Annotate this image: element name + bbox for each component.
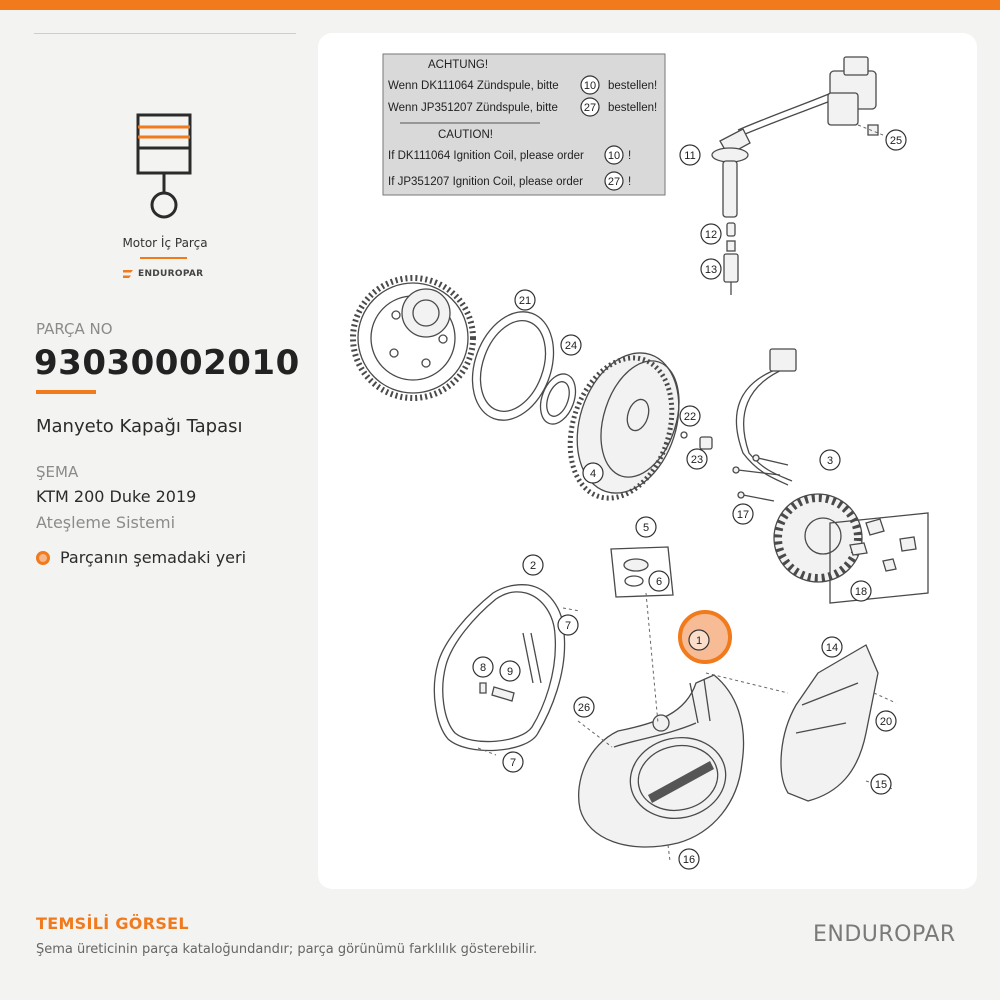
callout: [574, 697, 594, 717]
callout: [503, 752, 523, 772]
spacer-ring: [458, 300, 582, 431]
svg-text:15: 15: [874, 779, 888, 791]
svg-text:4: 4: [589, 468, 597, 480]
callout: [876, 711, 896, 731]
svg-text:6: 6: [655, 576, 663, 588]
svg-text:21: 21: [518, 295, 532, 307]
callout: [733, 504, 753, 524]
notice-de-line2-ref: 27: [583, 102, 597, 114]
starter-gear: [353, 278, 473, 398]
svg-text:9: 9: [506, 666, 514, 678]
piston-icon: [128, 110, 200, 222]
svg-text:5: 5: [642, 522, 650, 534]
diagram-card: [318, 33, 977, 889]
notice-de-line2-end: bestellen!: [608, 102, 658, 114]
top-divider: [34, 33, 296, 34]
enduropar-logo-icon: [122, 269, 134, 279]
brand-logo-small: [122, 267, 203, 281]
callout: [886, 130, 906, 150]
sprocket-cover: [781, 645, 878, 801]
notice-en-title: CAUTION!: [438, 129, 493, 141]
top-accent-bar: [0, 0, 1000, 10]
callout: [649, 571, 669, 591]
cover-gasket: [434, 585, 564, 751]
category-label: Motor İç Parça: [122, 236, 208, 250]
svg-text:17: 17: [736, 509, 750, 521]
part-number-label: PARÇA NO: [36, 320, 113, 338]
notice-en-line1-ref: 10: [607, 150, 621, 162]
brand-small-text: ENDUROPAR: [138, 269, 204, 279]
svg-text:8: 8: [479, 662, 487, 674]
svg-text:22: 22: [683, 411, 697, 423]
callout: [561, 335, 581, 355]
callout: [687, 449, 707, 469]
notice-en-line2-ref: 27: [607, 176, 621, 188]
callout: [822, 637, 842, 657]
category-underline: [140, 257, 187, 259]
schema-model: KTM 200 Duke 2019: [36, 487, 197, 506]
notice-en-line1-end: !: [628, 150, 632, 162]
callout: [820, 450, 840, 470]
callout: [701, 224, 721, 244]
callout: [701, 259, 721, 279]
svg-text:23: 23: [690, 454, 704, 466]
svg-text:11: 11: [684, 150, 696, 162]
callout: [689, 630, 709, 650]
legend: [36, 548, 246, 567]
part-number: 93030002010: [34, 343, 300, 383]
schema-label: ŞEMA: [36, 463, 79, 481]
exploded-parts-diagram: [318, 33, 977, 889]
part-name: Manyeto Kapağı Tapası: [36, 416, 243, 437]
legend-marker-icon: [36, 551, 50, 565]
svg-text:7: 7: [564, 620, 572, 632]
svg-text:26: 26: [577, 702, 591, 714]
svg-text:2: 2: [529, 560, 537, 572]
callout: [515, 290, 535, 310]
callout: [558, 615, 578, 635]
svg-text:16: 16: [682, 854, 696, 866]
notice-en-line2: If JP351207 Ignition Coil, please order: [388, 176, 583, 188]
representative-image-note: Şema üreticinin parça kataloğundandır; parça görünümü farklılık gösterebilir.: [36, 942, 538, 957]
svg-text:7: 7: [509, 757, 517, 769]
schema-system: Ateşleme Sistemi: [36, 513, 176, 532]
callout: [871, 774, 891, 794]
notice-de-title: ACHTUNG!: [428, 59, 489, 71]
notice-en-line2-end: !: [628, 176, 632, 188]
callout: [523, 555, 543, 575]
callout: [680, 406, 700, 426]
part-number-underline: [36, 390, 96, 394]
notice-de-line1-end: bestellen!: [608, 80, 658, 92]
notice-de-line2: Wenn JP351207 Zündspule, bitte: [388, 102, 558, 114]
notice-en-line1: If DK111064 Ignition Coil, please order: [388, 150, 584, 162]
callout: [680, 145, 700, 165]
svg-text:20: 20: [879, 716, 893, 728]
ignition-coil-assembly: [712, 57, 888, 295]
svg-text:1: 1: [695, 635, 703, 647]
legend-text: Parçanın şemadaki yeri: [60, 548, 247, 567]
notice-de-line1-ref: 10: [583, 80, 597, 92]
ignition-cover: [579, 675, 744, 847]
stator-assembly: [733, 349, 862, 582]
svg-text:13: 13: [704, 264, 718, 276]
callout: [583, 463, 603, 483]
svg-text:3: 3: [826, 455, 834, 467]
svg-text:18: 18: [854, 586, 868, 598]
svg-text:12: 12: [704, 229, 718, 241]
svg-text:25: 25: [889, 135, 903, 147]
svg-text:24: 24: [564, 340, 578, 352]
svg-text:14: 14: [825, 642, 839, 654]
callout: [679, 849, 699, 869]
notice-de-line1: Wenn DK111064 Zündspule, bitte: [388, 80, 559, 92]
representative-image-title: TEMSİLİ GÖRSEL: [36, 914, 189, 933]
brand-footer: ENDUROPAR: [813, 922, 956, 947]
notice-box: [383, 54, 665, 195]
callout: [500, 661, 520, 681]
callout: [851, 581, 871, 601]
callout: [473, 657, 493, 677]
callout: [636, 517, 656, 537]
